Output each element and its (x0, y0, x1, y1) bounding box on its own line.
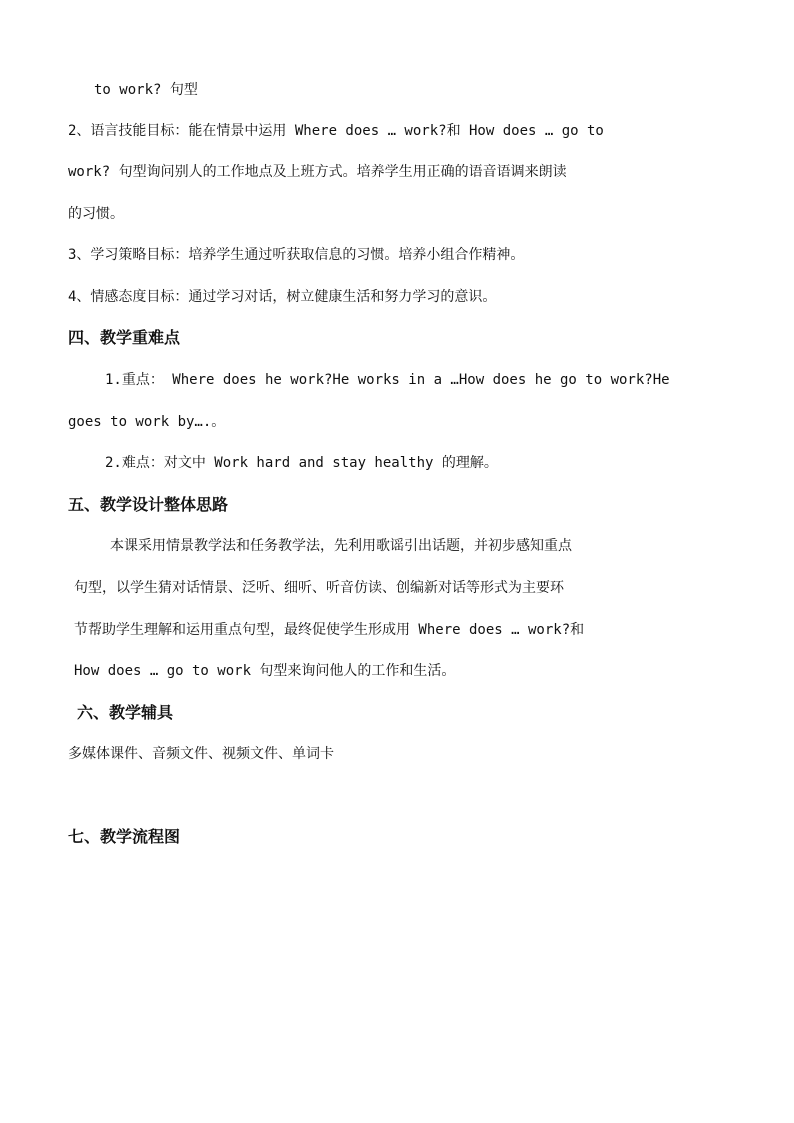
section-heading-key-points: 四、教学重难点 (68, 328, 181, 347)
objective-2-line-1: 2、语言技能目标：能在情景中运用 Where does … work?和 How does … go to (68, 123, 604, 139)
objective-1-continuation: to work? 句型 (94, 82, 198, 98)
design-line-3: 节帮助学生理解和运用重点句型，最终促使学生形成用 Where does … work?和 (74, 622, 585, 638)
section-heading-flowchart: 七、教学流程图 (68, 827, 181, 846)
objective-2-line-3: 的习惯。 (68, 206, 124, 222)
design-line-2: 句型，以学生猜对话情景、泛听、细听、听音仿读、创编新对话等形式为主要环 (74, 580, 564, 596)
difficult-point: 2.难点：对文中 Work hard and stay healthy 的理解。 (105, 455, 498, 471)
design-line-1: 本课采用情景教学法和任务教学法，先利用歌谣引出话题，并初步感知重点 (110, 538, 572, 554)
teaching-aids: 多媒体课件、音频文件、视频文件、单词卡 (68, 746, 334, 762)
key-point-line-1: 1.重点： Where does he work?He works in a …How does he go to work?He (105, 372, 670, 388)
objective-2-line-2: work? 句型询问别人的工作地点及上班方式。培养学生用正确的语音语调来朗读 (68, 164, 567, 180)
objective-3: 3、学习策略目标：培养学生通过听获取信息的习惯。培养小组合作精神。 (68, 247, 525, 263)
key-point-line-2: goes to work by….。 (68, 414, 226, 430)
design-line-4: How does … go to work 句型来询问他人的工作和生活。 (74, 663, 456, 679)
section-heading-aids: 六、教学辅具 (77, 703, 174, 722)
section-heading-design: 五、教学设计整体思路 (68, 495, 229, 514)
objective-4: 4、情感态度目标：通过学习对话，树立健康生活和努力学习的意识。 (68, 289, 497, 305)
